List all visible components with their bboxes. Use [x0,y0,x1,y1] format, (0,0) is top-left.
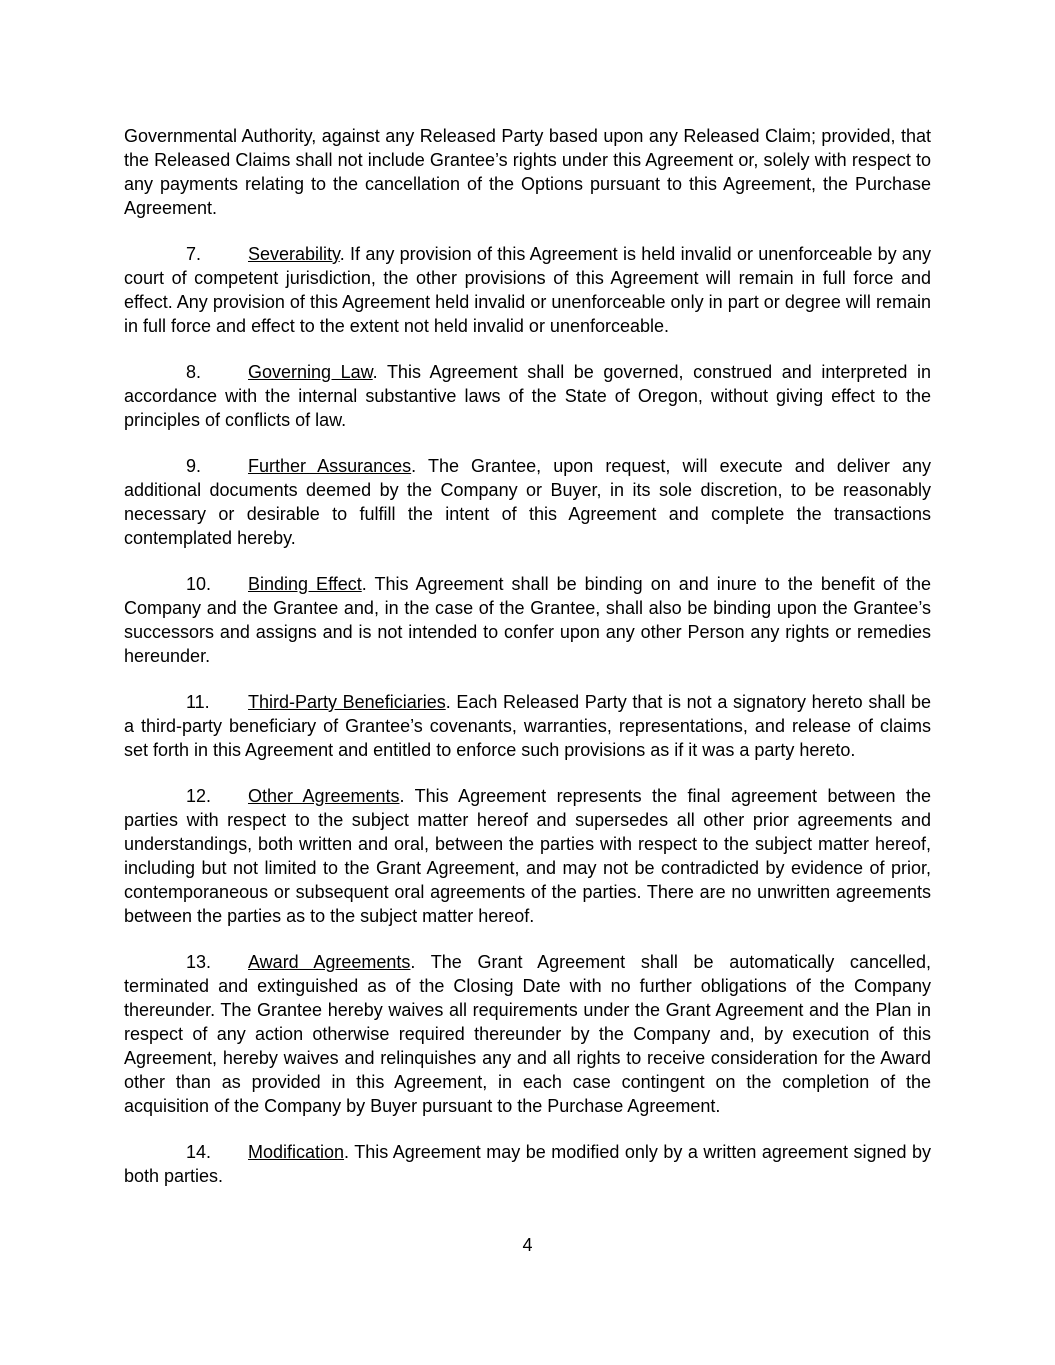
section-14 [124,1140,931,1188]
section-9 [124,454,931,550]
section-heading: Severability [248,244,340,264]
continuation-paragraph: Governmental Authority, against any Released Party based upon any Released Claim; provided, that the Released Claims shall not include Grantee’s rights under this Agreement or, solely with respect to any payments relating to the cancellation of the Options pursuant to this Agreement, the Purchase Agreement. [124,126,931,218]
section-number: 13. [186,952,212,972]
section-8 [124,360,931,432]
section-text: . The Grant Agreement shall be automatically cancelled, terminated and extinguished as of the Closing Date with no further obligations of the Company thereunder. The Grantee hereby waives all requirements under the Grant Agreement and the Plan in respect of any action otherwise required thereunder by the Company and, by execution of this Agreement, hereby waives and relinquishes any and all rights to receive consideration for the Award other than as provided in this Agreement, in each case contingent on the completion of the acquisition of the Company by Buyer pursuant to the Purchase Agreement. [124,952,931,1116]
section-heading: Binding Effect [248,574,362,594]
section-13 [124,950,931,1118]
section-text: . This Agreement shall be binding on and inure to the benefit of the Company and the Grantee and, in the case of the Grantee, shall also be binding upon the Grantee’s successors and assigns and is not intended to confer upon any other Person any rights or remedies hereunder. [124,574,931,666]
section-7 [124,242,931,338]
section-heading: Further Assurances [248,456,412,476]
section-text: . This Agreement may be modified only by a written agreement signed by both parties. [124,1142,931,1186]
page-number: 4 [522,1235,533,1255]
section-text: . This Agreement shall be governed, construed and interpreted in accordance with the internal substantive laws of the State of Oregon, without giving effect to the principles of conflicts of law. [124,362,931,430]
section-text: . This Agreement represents the final agreement between the parties with respect to the subject matter hereof and supersedes all other prior agreements and understandings, both written and oral, between the parties with respect to the subject matter hereof, including but not limited to the Grant Agreement, and may not be contradicted by evidence of prior, contemporaneous or subsequent oral agreements of the parties. There are no unwritten agreements between the parties as to the subject matter hereof. [124,786,931,926]
section-text: . If any provision of this Agreement is held invalid or unenforceable by any court of competent jurisdiction, the other provisions of this Agreement will remain in full force and effect. Any provision of this Agreement held invalid or unenforceable only in part or degree will remain in full force and effect to the extent not held invalid or unenforceable. [124,244,931,336]
section-heading: Third-Party Beneficiaries [248,692,446,712]
section-heading: Governing Law [248,362,373,382]
section-12 [124,784,931,928]
section-10 [124,572,931,668]
section-heading: Other Agreements [248,786,400,806]
section-number: 8. [186,362,202,382]
section-text: . Each Released Party that is not a signatory hereto shall be a third-party beneficiary of Grantee’s covenants, warranties, representations, and release of claims set forth in this Agreement and entitled to enforce such provisions as if it was a party hereto. [124,692,931,760]
document-body [124,124,931,1210]
section-number: 11. [186,692,210,712]
section-number: 7. [186,244,202,264]
section-heading: Modification [248,1142,345,1162]
section-number: 9. [186,456,202,476]
section-11 [124,690,931,762]
section-text: . The Grantee, upon request, will execute and deliver any additional documents deemed by the Company or Buyer, in its sole discretion, to be reasonably necessary or desirable to fulfill the intent of this Agreement and complete the transactions contemplated hereby. [124,456,931,548]
section-number: 10. [186,574,212,594]
section-heading: Award Agreements [248,952,411,972]
section-number: 12. [186,786,212,806]
section-number: 14. [186,1142,212,1162]
